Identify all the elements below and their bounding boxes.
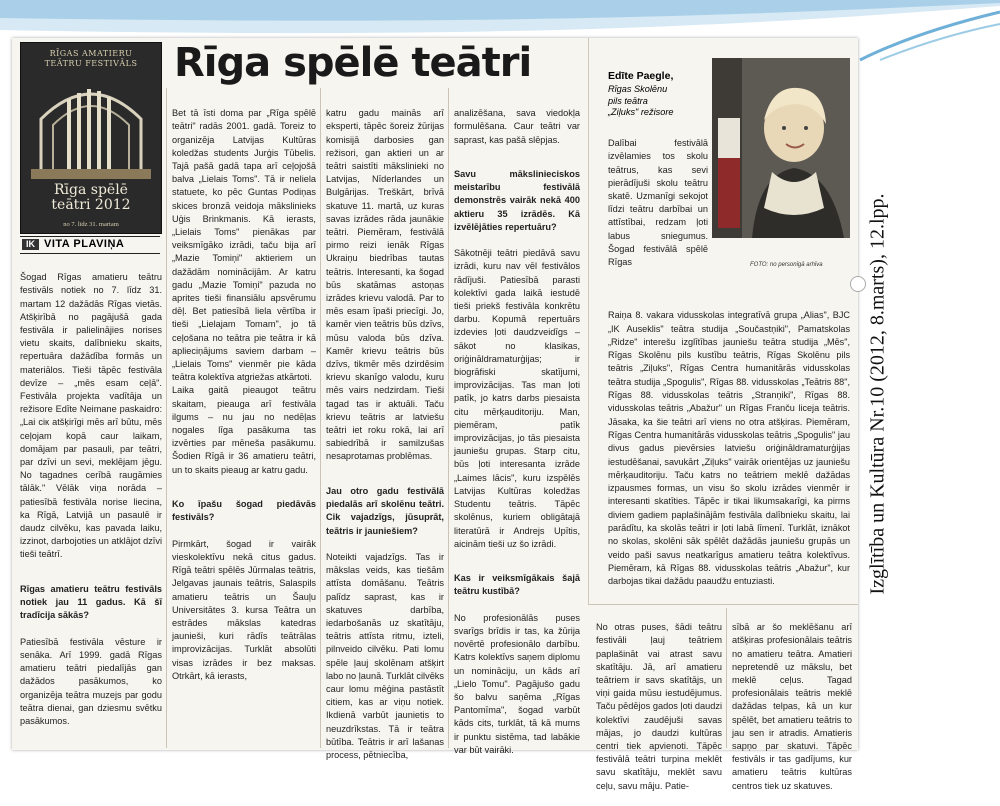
column-6-text: sībā ar šo meklēšanu arī atšķiras profesionālais teātris no amatieru teātra. Amatieri nepretendē uz mākslu, bet meklē ceļus. Tagad profesionālais teātris meklē dažādas telpas, kā un kur spēlēt, bet amatieru teātris to jau sen ir atradis. Amatieris sapņo par skatuvi. Tāpēc festivāls ir tas gadījums, kur amatieru teātris kultūras centros tiek uz skatuves.: [732, 622, 852, 791]
sidebar-bottom-rule: [588, 604, 858, 605]
publication-tag: IK: [22, 239, 39, 250]
column-5: [596, 608, 722, 791]
sidebar-person-name: Edīte Paegle,: [608, 70, 674, 82]
column-1: [20, 258, 162, 748]
poster-date: no 7. līdz 31. martam: [63, 221, 119, 228]
question-2: Ko īpašu šogad piedāvās festivāls?: [172, 499, 316, 523]
experts-paragraph: katru gadu mainās arī eksperti, tāpēc šoreiz žūrijas komisijā darbosies gan režisori, gan aktieri un ar teātri saistīti mākslinieki no Latvijas, Nīderlandes un Bulgārijas. Treškārt, brīvā skatuve 11. martā, uz kuras savas izrādes rāda jaunākie teātri. Piemēram, festivālā pirmo reizi ienāk Rīgas Ukraiņu biedrības tautas teātris. Interesanti, ka šogad būs skatāmas astoņas izrādes krievu valodā. Par to mēs esam īpaši priecīgi. Jo, kamēr vien teātris būs dzīvs, mūsu valoda būs dzīva. Kamēr krievu teātris būs dzīvs, tikmēr mēs dzirdēsim krievu skanīgo valodu, kuru mēs vairs nedzirdam. Tieši tagad tas ir aktuāli. Taču krievu teātris ar latviešu teātri iet roku rokā, lai arī sabiedrībā ir samilzušas nesaprotamas problēmas.: [326, 108, 444, 462]
photo-credit: FOTO: no personīgā arhīva: [750, 262, 823, 268]
poster-header: RĪGAS AMATIERU TEĀTRU FESTIVĀLS: [44, 49, 138, 68]
answer-1: Patiesībā festivāla vēsture ir senāka. Arī 1999. gadā Rīgas amatieru teātri piedalījās gan dažādos pasākumos, ko organizēja teātra muzejs par godu teātra dienai, gan dziesmu svētku pasākumos.: [20, 636, 162, 726]
article-headline: Rīga spēlē teātri: [174, 40, 532, 86]
column-divider: [726, 608, 727, 748]
portrait-photo: [712, 58, 850, 238]
newspaper-page: [12, 38, 858, 791]
poster-title: Rīga spēlē teātri 2012: [51, 182, 131, 213]
intro-paragraph: Šogad Rīgas amatieru teātru festivāls notiek no 7. līdz 31. martam 12 dažādās Rīgas vietās. Atšķirībā no pagājušā gada festivāla ir palielinājies norises vietu skaits, dalībnieku skaits, repertuāra dažādība formās un materiālos. Tieši tāpēc festivāla devīze – „mēs esam ceļā". Festivāla projekta vadītāja un režisore Edīte Neimane paskaidro: „Lai ciк atšķirīgi mēs arī būtu, mēs ceļojam kopā caur laikam, domājam par pasauli, par teātri, par dzīvi un sevi, meklējam jēgu. No tagadnes cerībā raugāmies tālāk." Vēlāk viņa norāda – patiesībā festivāla norise liecina, ka Rīgā, Latvijā un pasaulē ir daudz cilvēku, kas pavada laiku, izzinot, darbojoties un atklājot dzīvi tieši teātrī.: [20, 272, 162, 560]
analysis-paragraph: analizēšana, sava viedokļa formulēšana. Caur teātri var saprast, kas pašā slēpjas.: [454, 108, 580, 145]
answer-2: Pirmkārt, šogad ir vairāk vieskolektīvu nekā citus gadus. Rīgā teātri spēlēs Jūrmalas teātris, Jelgavas jaunais teātris, Salaspils amatieru teātris un Šauļu Universitātes 3. kursa Teātra un estrādes mākslas katedras jaunieši, kuri rādīs teātrālas improvizācijas. Turklāt absolūti visas izrādes ir bez maksas. Otrkārt, kā ierasts,: [172, 538, 316, 681]
column-divider: [320, 88, 321, 748]
column-2: [172, 94, 316, 748]
answer-3: Noteikti vajadzīgs. Tas ir mākslas veids, kas tiešām attīsta domāšanu. Teātris palīdz saprast, kas ir skatuves darbība, iedarbošanās uz skatītāju, teātris attīsta ritmu, izteli, pilnveido cilvēku. Pati lomu spēle ļauj skolēnam atšķirt labo no ļaunā. Turklāt cilvēks caur lomu mēģina pastāstīt citiem, kas ar viņu notiek. Ikdienā varbūt jaunietis to neuzdrīkstas. Tā ir teātra būtība. Teātris ir arī lašanas process, pētniecība,: [326, 551, 444, 760]
source-caption: [858, 38, 898, 750]
question-3: Jau otro gadu festivālā piedalās arī skolēnu teātri. Cik vajadzīgs, jūsuprāt, teātris ir jauniešiem?: [326, 485, 444, 536]
answer-4: Sākotnēji teātri piedāvā savu izrādi, kuru nav vēl festivālos rādījuši. Patiesībā parasti kolektīvi gada laikā iestudē tieši priekš festivāla konkrētu darbu. Kopumā repertuārs izdevies ļoti daudzveidīgs – sākot no klasikas, oriģināldramaturģijas; ir biogrāfiski skatījumi, improvizācijas. Tas man ļoti patīk, jo katrs darbs piesaista citu mērķauditoriju. Man, piemēram, patīk improvizācijas, jo tās piesaista jauniešu grupas. Starp citu, būs ļoti interesanta izrāde „Laimes lācis", kuru izspēlēs Latvijas Kultūras koledžas Studentu teātris. Tāpēc skolēnus, kuriem obligātajā literatūrā ir Andrejs Upītis, aicinām tieši uz šo izrādi.: [454, 248, 580, 549]
answer-5: No profesionālās puses svarīgs brīdis ir tas, ka žūrija novērtē profesionālo darbību. Katrs kolektīvs saņem diplomu un nomināciju, un kāds arī „Lielo Tomu". Pagājušo gadu šo balvu saņēma „Rīgas Pantomīma", šogad varbūt kāds cits, turklāt, tā kā mums ir punktu sistēma, tad labākie var būt vairāki.: [454, 612, 580, 755]
history-paragraph: Bet tā īsti doma par „Rīga spēlē teātri" radās 2001. gadā. Toreiz to organizēja Latvijas Kultūras koledžas students Jurģis Tūbelis. Tajā pašā gadā tapa arī ceļojošā balva „Lielais Toms". Tā ir neliela statuete, ko pēc Guntas Podiņas skices bronzā veidoja mākslinieks Uģis Brinkmanis. Kā ierasts, „Lielais Toms" pienākas par veiksmīgāko izrādi, taču bija arī „Mazie Tomiņi" aktieriem un dažādām nominācijām. Ar katru gadu „Mazie Tomiņi" pazuda no aprites tieši finansiālu apsvērumu dēļ. Bet patiesībā liela vērtība ir tieši „Lielajam Tomam", jo tā ceļošana no teātra pie teātra ir kā aplieciņājums saviem darbam – „Lielais Toms" vienmēr pie kāda teātra kolektīva atgriežas atkārtoti. Laika gaitā pieaugot teātru skaitam, pieauga arī festivāla ilgums – nu jau no nedēļas nogales līga pasākuma tas izvērties par mēneša pasākumu. Šodien Rīgā ir 36 amatieru teātri, un to skaits pieaug ar katru gadu.: [172, 108, 316, 475]
source-caption-text: Izglītība un Kultūra Nr.10 (2012, 8.marts), 12.lpp.: [866, 193, 889, 595]
festival-poster: [20, 42, 162, 234]
column-6: [732, 608, 852, 791]
author-name: VITA PLAVIŅA: [44, 238, 125, 250]
column-divider: [448, 88, 449, 748]
byline: [20, 236, 160, 254]
column-4: [454, 94, 580, 755]
sidebar-intro: [608, 124, 708, 296]
question-1: Rīgas amatieru teātru festivāls notiek jau 11 gadus. Kā šī tradīcija sākās?: [20, 583, 162, 621]
column-5-text: No otras puses, šādi teātru festivāli ļauj teātriem paplašināt vai atrast savu skatītāju. Jā, arī amatieru teātriem ir savs skatītājs, un viņi gaida mūsu iestudējumus. Taču pēdējos gados ļoti daudzi kolektīvi zaudējuši savas mājas, jo daudzi kultūras centri tiek apvienoti. Tāpēc festivālā teātri turpina meklēt savu skatītāju, meklēt savu ceļu, savu māju. Patie-: [596, 622, 722, 791]
sidebar-person-role: Rīgas Skolēnu pils teātra „Ziļuks" režisore: [608, 84, 674, 117]
column-divider: [166, 88, 167, 748]
sidebar-body-text: Raiņa 8. vakara vidusskolas integratīvā grupa „Alias", BJC „IK Auseklis" teātra studija „Součastņiki", Pamatskolas „Ridze" interešu izglītības jauniešu teātra studija „Mēs", Rīgas Skolēnu pils kustību teātris, Rīgas Skolēnu pils teātris „Ziļuks", Rīgas Centra humanitārās vidusskolas teātra studija „Spogulis", Rīgas 88. vidusskolas „Teātris 88", Rīgas 88. vidusskolas teātris „Stranņiki", Rīgas 88. vidusskolas teātris „Abažur" un Rīgas Franču liceja teātris. Jāsaka, ka šie teātri arī viens no otra atšķiras. Piemēram, Rīgas Centra humanitārās vidusskolas teātris „Spogulis" jau divus gadus pievērsies latviešu oriģināldramaturģijas iestudēšanai, savukārt „Ziļuks" vairāk orientējas uz jauniešu mērķauditoriju. Taču katrs no teātriem meklē dažādas izpausmes formas, un visu šo skolu izrādes vienmēr ir interesanti skatīties. Tāpēc ir tikai likumsakarīgi, ka pirms diviem gadiem paplašinājām festivāla dalībnieku skaitu, lai parādītu, ka skolās teātri ir ļoti labā līmenī. Turklāt, iznākot no skolas, skolēni sāk spēlēt dažādās jauniešu grupās un veido paši savus neatkarīgus amatieru teātra kolektīvus. Piemēram, kā Rīgas 88. vidusskolas teātris „Abažur", kur darbojas tikai dažādu paaudžu entuziasti.: [608, 310, 850, 587]
question-5: Kas ir veiksmīgākais šajā teātru kustībā?: [454, 573, 580, 597]
column-3: [326, 94, 444, 760]
sidebar-intro-text: Dalībai festivālā izvēlamies tos skolu teātrus, kas sevi pierādījuši skolu teātru skatē. Uzmanīgi sekojot līdzi teātru darbībai un attīstībai, redzam ļoti labus sniegumus. Šogad festivālā spēlē Rīgas: [608, 138, 708, 268]
poster-arch-illustration: [31, 69, 151, 179]
question-4: Savu mākslinieciskos meistarību festivālā demonstrēs vairāk nekā 400 aktieru 35 izrādēs. Kā izvēlējāties repertuāru?: [454, 169, 580, 232]
sidebar-body: [608, 296, 850, 596]
